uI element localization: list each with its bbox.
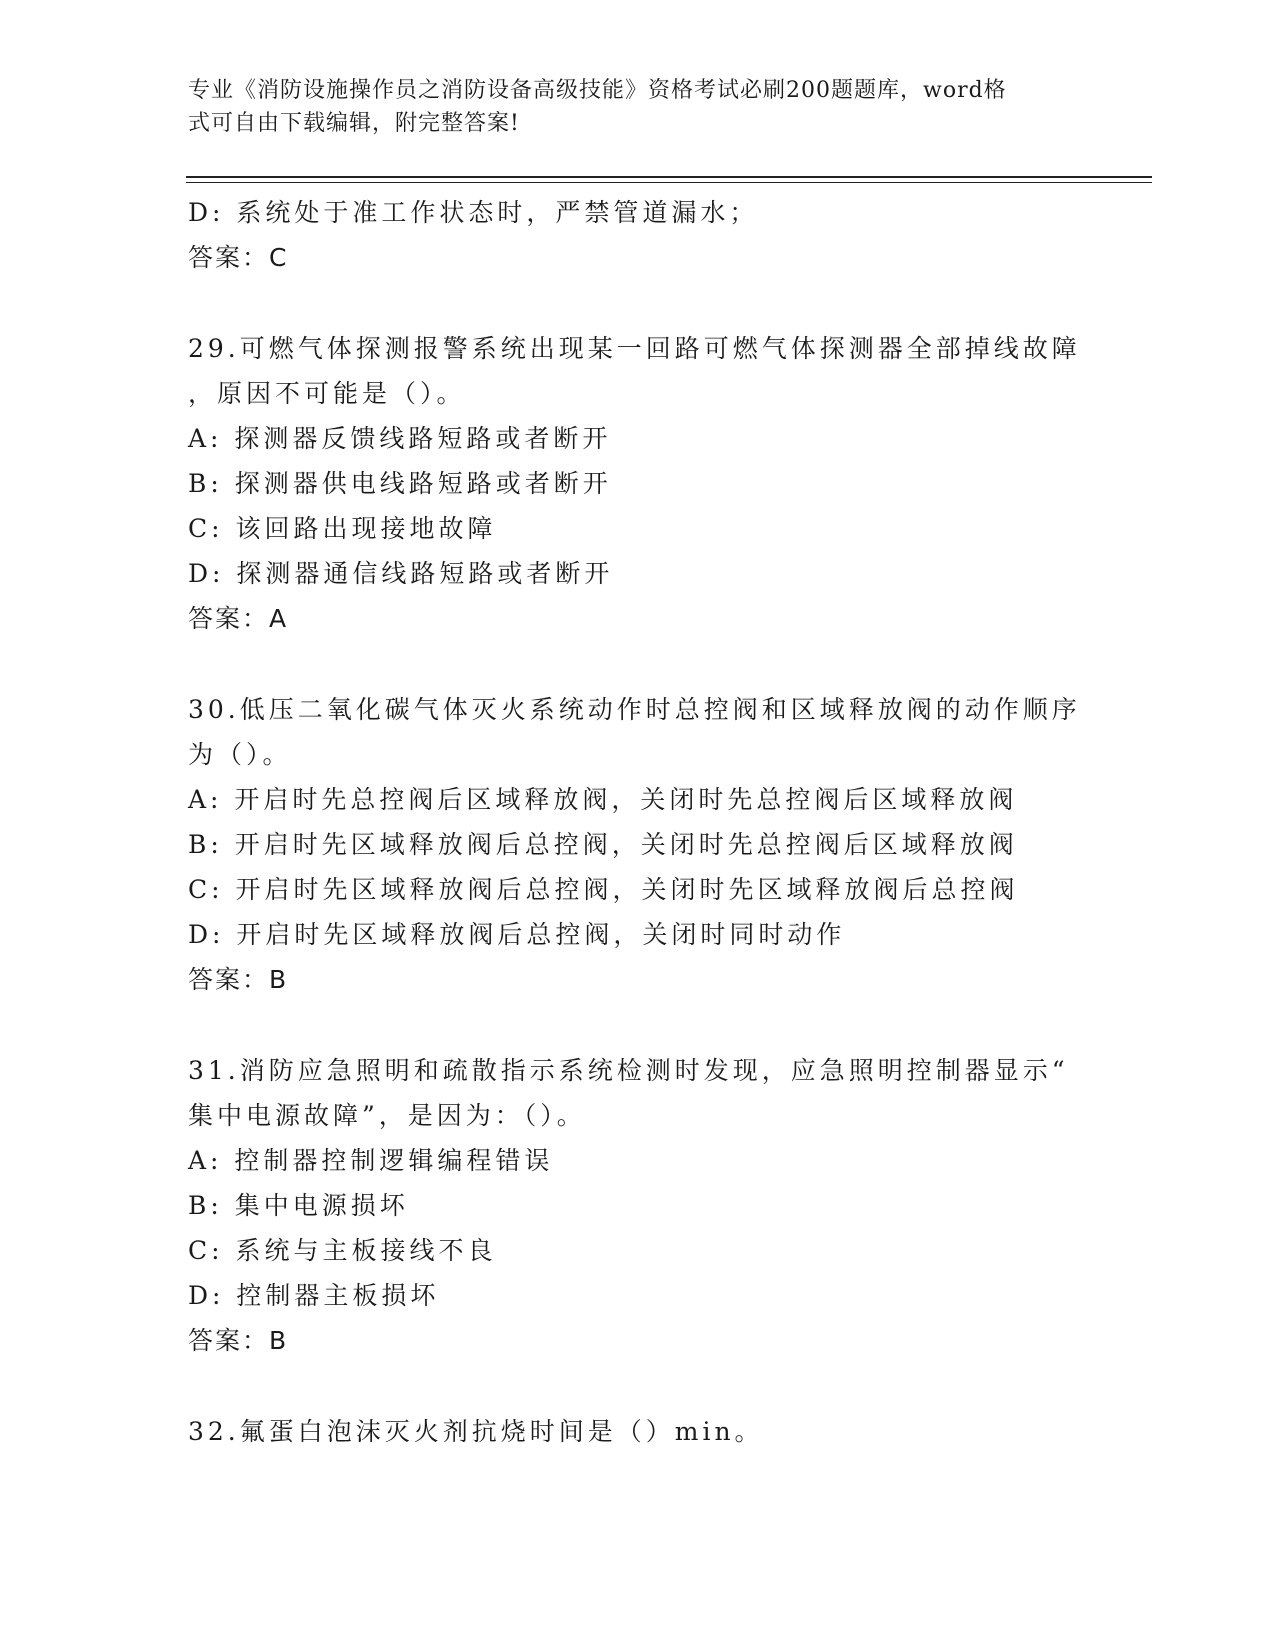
option-b: B: 开启时先区域释放阀后总控阀，关闭时先总控阀后区域释放阀	[188, 830, 1018, 859]
option-c: C: 该回路出现接地故障	[188, 514, 497, 543]
option-d: D: 开启时先区域释放阀后总控阀，关闭时同时动作	[188, 920, 846, 949]
answer: 答案：A	[188, 604, 289, 633]
question-32	[188, 1409, 1088, 1454]
option-a: A: 开启时先总控阀后区域释放阀，关闭时先总控阀后区域释放阀	[188, 785, 1018, 814]
header-line-2: 式可自由下载编辑，附完整答案!	[188, 111, 520, 136]
option-d: D: 探测器通信线路短路或者断开	[188, 559, 614, 588]
question-29	[188, 326, 1088, 642]
question-31	[188, 1048, 1088, 1364]
question-30	[188, 687, 1088, 1003]
option-c: C: 开启时先区域释放阀后总控阀，关闭时先区域释放阀后总控阀	[188, 875, 1019, 904]
question-stem: 为（）。	[188, 740, 292, 769]
answer: 答案：B	[188, 965, 289, 994]
question-stem: 30.低压二氧化碳气体灭火系统动作时总控阀和区域释放阀的动作顺序	[188, 695, 1081, 724]
document-header	[188, 74, 1068, 140]
header-rule-thin	[186, 182, 1152, 183]
option-b: B: 集中电源损坏	[188, 1191, 409, 1220]
answer: 答案：C	[188, 243, 289, 272]
option-d: D: 控制器主板损坏	[188, 1281, 440, 1310]
header-rule-thick	[186, 176, 1152, 178]
option-b: B: 探测器供电线路短路或者断开	[188, 469, 612, 498]
header-line-1: 专业《消防设施操作员之消防设备高级技能》资格考试必刷200题题库，word格	[188, 78, 1007, 103]
question-stem: 集中电源故障”，是因为：（）。	[188, 1101, 586, 1130]
option-c: C: 系统与主板接线不良	[188, 1236, 497, 1265]
question-stem: 32.氟蛋白泡沫灭火剂抗烧时间是（）min。	[188, 1417, 764, 1446]
option-d: D: 系统处于准工作状态时，严禁管道漏水；	[188, 198, 759, 227]
question-stem: 29.可燃气体探测报警系统出现某一回路可燃气体探测器全部掉线故障	[188, 334, 1081, 363]
option-a: A: 探测器反馈线路短路或者断开	[188, 424, 612, 453]
question-stem: 31.消防应急照明和疏散指示系统检测时发现，应急照明控制器显示“	[188, 1056, 1069, 1085]
question-stem: ，原因不可能是（）。	[188, 379, 466, 408]
option-a: A: 控制器控制逻辑编程错误	[188, 1146, 554, 1175]
question-list	[188, 190, 1088, 1454]
answer: 答案：B	[188, 1326, 289, 1355]
